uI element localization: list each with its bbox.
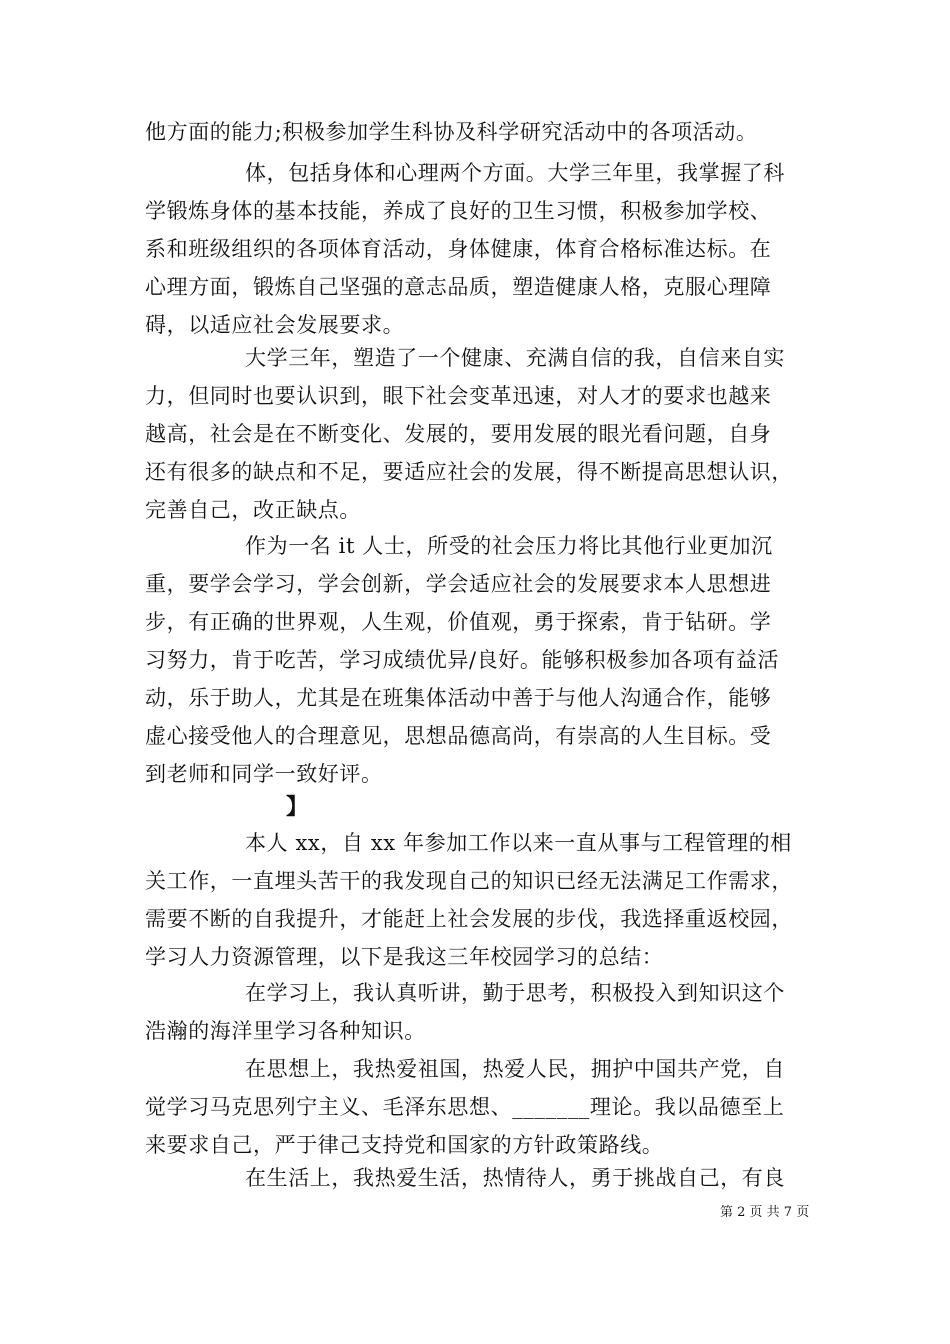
text-line: 需要不断的自我提升，才能赶上社会发展的步伐，我选择重返校园， [145, 907, 793, 931]
text-line: 大学三年，塑造了一个健康、充满自信的我，自信来自实 [245, 346, 785, 370]
text-line: 越高，社会是在不断变化、发展的，要用发展的眼光看问题，自身 [145, 422, 772, 446]
text-line: 他方面的能力;积极参加学生科协及科学研究活动中的各项活动。 [145, 120, 758, 144]
text-line: 在学习上，我认真听讲，勤于思考，积极投入到知识这个 [245, 981, 785, 1005]
text-line: 浩瀚的海洋里学习各种知识。 [145, 1019, 426, 1043]
bracket-mark: 】 [286, 794, 309, 820]
text-line: 习努力，肯于吃苦，学习成绩优异/良好。能够积极参加各项有益活 [145, 648, 780, 672]
text-line: 步，有正确的世界观，人生观，价值观，勇于探索，肯于钻研。学 [145, 610, 772, 634]
text-line: 系和班级组织的各项体育活动，身体健康，体育合格标准达标。在 [145, 237, 772, 261]
text-line: 来要求自己，严于律己支持党和国家的方针政策路线。 [145, 1133, 664, 1157]
text-line: 在生活上，我热爱生活，热情待人，勇于挑战自己，有良 [245, 1166, 785, 1190]
text-line: 学习人力资源管理，以下是我这三年校园学习的总结： [145, 945, 664, 969]
text-line: 动，乐于助人，尤其是在班集体活动中善于与他人沟通合作，能够 [145, 686, 772, 710]
text-line: 在思想上，我热爱祖国，热爱人民，拥护中国共产党，自 [245, 1057, 785, 1081]
text-line: 力，但同时也要认识到，眼下社会变革迅速，对人才的要求也越来 [145, 384, 772, 408]
text-line: 碍，以适应社会发展要求。 [145, 313, 405, 337]
text-line: 学锻炼身体的基本技能，养成了良好的卫生习惯，积极参加学校、 [145, 199, 772, 223]
text-line: 还有很多的缺点和不足，要适应社会的发展，得不断提高思想认识， [145, 460, 793, 484]
text-line: 作为一名 it 人士，所受的社会压力将比其他行业更加沉 [245, 534, 773, 558]
text-line: 心理方面，锻炼自己坚强的意志品质，塑造健康人格，克服心理障 [145, 275, 772, 299]
text-line: 重，要学会学习，学会创新，学会适应社会的发展要求本人思想进 [145, 572, 772, 596]
text-line: 觉学习马克思列宁主义、毛泽东思想、_______理论。我以品德至上 [145, 1095, 785, 1119]
text-line: 到老师和同学一致好评。 [145, 762, 383, 786]
page-number-footer: 第 2 页 共 7 页 [720, 1205, 810, 1220]
text-line: 关工作，一直埋头苦干的我发现自己的知识已经无法满足工作需求， [145, 869, 793, 893]
text-line: 本人 xx，自 xx 年参加工作以来一直从事与工程管理的相 [245, 831, 792, 855]
text-line: 体，包括身体和心理两个方面。大学三年里，我掌握了科 [245, 161, 785, 185]
text-line: 完善自己，改正缺点。 [145, 498, 361, 522]
text-line: 虚心接受他人的合理意见，思想品德高尚，有崇高的人生目标。受 [145, 724, 772, 748]
